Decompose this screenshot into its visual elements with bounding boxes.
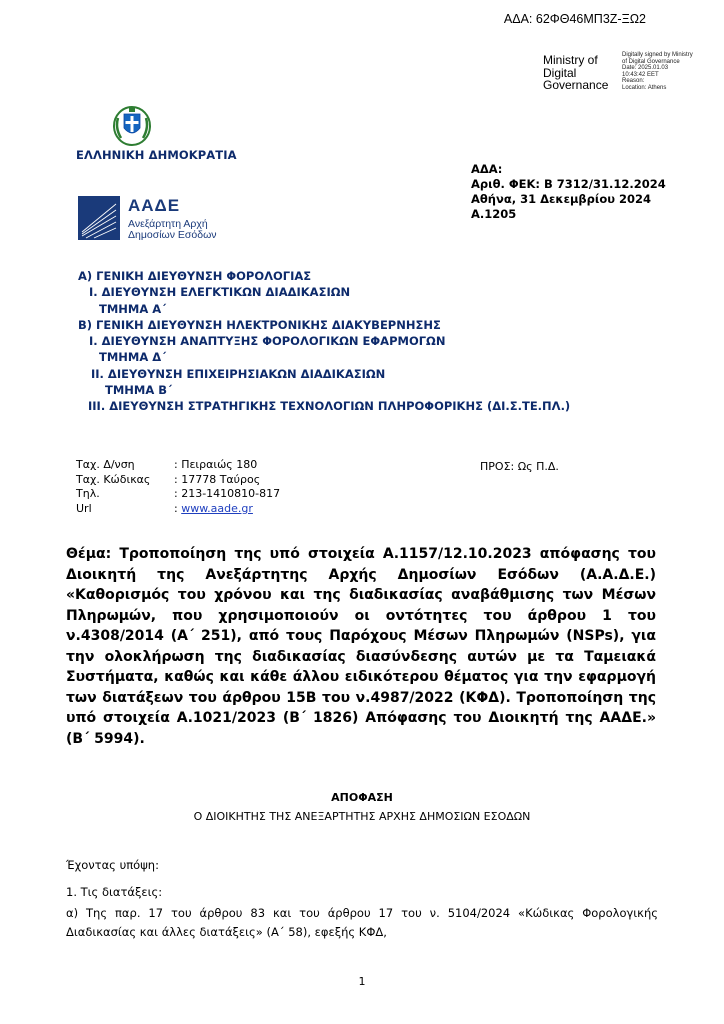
- greek-emblem-icon: [112, 104, 152, 146]
- subject-paragraph: Θέμα: Τροποποίηση της υπό στοιχεία Α.1157/12.10.2023 απόφασης του Διοικητή της Ανεξάρτητης Αρχής Δημοσίων Εσόδων (Α.Α.Δ.Ε.) «Καθορισμός του χρόνου και της διαδικασίας αναβάθμισης των Μέσων Πληρωμών, που χρησιμοποιούν οι οντότητες του άρθρου 1 του ν.4308/2014 (Α΄ 251), από τους Παρόχους Μέσων Πληρωμών (NSPs), για την ολοκλήρωση της διαδικασίας διασύνδεσης αυτών με τα Ταμειακά Συστήματα, καθώς και κάθε άλλου ειδικότερου θέματος για την εφαρμογή των διατάξεων του άρθρου 15Β του ν.4987/2022 (ΚΦΔ). Τροποποίηση της υπό στοιχεία Α.1021/2023 (Β΄ 1826) Απόφασης του Διοικητή της ΑΑΔΕ.» (Β΄ 5994).: [66, 546, 656, 747]
- signature-line: 10:43:42 EET: [622, 71, 659, 78]
- contact-url-prefix: :: [174, 501, 182, 515]
- decision-authority: Ο ΔΙΟΙΚΗΤΗΣ ΤΗΣ ΑΝΕΞΑΡΤΗΤΗΣ ΑΡΧΗΣ ΔΗΜΟΣΙΩΝ ΕΣΟΔΩΝ: [193, 810, 531, 823]
- contact-row: [76, 458, 280, 473]
- directorate-line: ΤΜΗΜΑ Δ΄: [99, 350, 167, 365]
- contact-details: [76, 458, 280, 516]
- contact-row: [76, 473, 280, 488]
- republic-title: ΕΛΛΗΝΙΚΗ ΔΗΜΟΚΡΑΤΙΑ: [76, 148, 237, 162]
- digital-signature-details: [622, 52, 693, 91]
- ada-code: ΑΔΑ: 62ΦΘ46ΜΠ3Ζ-ΞΩ2: [503, 12, 646, 26]
- directorate-line: ΙΙ. ΔΙΕΥΘΥΝΣΗ ΕΠΙΧΕΙΡΗΣΙΑΚΩΝ ΔΙΑΔΙΚΑΣΙΩΝ: [91, 366, 386, 381]
- signature-line: of Digital Governance: [622, 58, 680, 65]
- website-link[interactable]: www.aade.gr: [181, 501, 253, 515]
- paragraph-a: α) Της παρ. 17 του άρθρου 83 και του άρθρου 17 του ν. 5104/2024 «Κώδικας Φορολογικής Διαδικασίας και άλλες διατάξεις» (Α΄ 58), εφεξής ΚΦΔ,: [66, 906, 658, 939]
- meta-date: Αθήνα, 31 Δεκεμβρίου 2024: [471, 192, 652, 206]
- ministry-signer: [543, 54, 608, 92]
- ministry-line: Governance: [543, 78, 609, 92]
- directorate-line: Ι. ΔΙΕΥΘΥΝΣΗ ΕΛΕΓΚΤΙΚΩΝ ΔΙΑΔΙΚΑΣΙΩΝ: [89, 285, 351, 300]
- aade-subtitle-line: Ανεξάρτητη Αρχή: [128, 218, 208, 230]
- contact-row: [76, 487, 280, 502]
- ministry-line: Digital: [543, 65, 577, 80]
- recipient: ΠΡΟΣ: Ως Π.Δ.: [480, 460, 559, 473]
- directorate-line: ΤΜΗΜΑ Β΄: [105, 383, 173, 398]
- decision-title: ΑΠΟΦΑΣΗ: [331, 791, 393, 804]
- aade-subtitle: [128, 219, 217, 241]
- contact-label: Τηλ.: [76, 487, 100, 500]
- aade-name: ΑΑΔΕ: [128, 196, 181, 215]
- provisions-heading: 1. Τις διατάξεις:: [66, 885, 163, 899]
- contact-value: : Πειραιώς 180: [174, 458, 258, 471]
- directorate-line: Ι. ΔΙΕΥΘΥΝΣΗ ΑΝΑΠΤΥΞΗΣ ΦΟΡΟΛΟΓΙΚΩΝ ΕΦΑΡΜΟΓΩΝ: [89, 334, 446, 349]
- aade-logo-icon: [78, 196, 120, 240]
- directorate-line: Α) ΓΕΝΙΚΗ ΔΙΕΥΘΥΝΣΗ ΦΟΡΟΛΟΓΙΑΣ: [78, 269, 312, 283]
- document-metadata: [471, 162, 666, 222]
- signature-line: Location: Athens: [622, 84, 667, 91]
- having-regard: Έχοντας υπόψη:: [66, 858, 159, 872]
- directorates-list: [78, 268, 570, 415]
- directorate-line: ΙΙΙ. ΔΙΕΥΘΥΝΣΗ ΣΤΡΑΤΗΓΙΚΗΣ ΤΕΧΝΟΛΟΓΙΩΝ ΠΛΗΡΟΦΟΡΙΚΗΣ (ΔΙ.Σ.ΤΕ.ΠΛ.): [88, 399, 571, 414]
- ministry-line: Ministry of: [543, 53, 598, 67]
- contact-label: Ταχ. Κώδικας: [76, 472, 151, 486]
- meta-fek: Αριθ. ΦΕΚ: Β 7312/31.12.2024: [471, 177, 666, 191]
- aade-subtitle-line: Δημοσίων Εσόδων: [128, 229, 217, 241]
- meta-ref: Α.1205: [471, 207, 517, 221]
- meta-ada: ΑΔΑ:: [471, 162, 503, 176]
- signature-line: Date: 2025.01.03: [622, 65, 669, 71]
- directorate-line: ΤΜΗΜΑ Α΄: [99, 301, 167, 316]
- contact-label: Url: [76, 501, 92, 515]
- page-number: 1: [358, 975, 366, 988]
- contact-value: : 213-1410810-817: [174, 487, 281, 500]
- contact-row: [76, 502, 280, 517]
- contact-label: Ταχ. Δ/νση: [76, 458, 135, 471]
- contact-value: : 17778 Ταύρος: [174, 472, 261, 486]
- signature-line: Digitally signed by Ministry: [622, 52, 693, 58]
- signature-line: Reason:: [622, 78, 645, 84]
- directorate-line: Β) ΓΕΝΙΚΗ ΔΙΕΥΘΥΝΣΗ ΗΛΕΚΤΡΟΝΙΚΗΣ ΔΙΑΚΥΒΕΡΝΗΣΗΣ: [78, 317, 441, 332]
